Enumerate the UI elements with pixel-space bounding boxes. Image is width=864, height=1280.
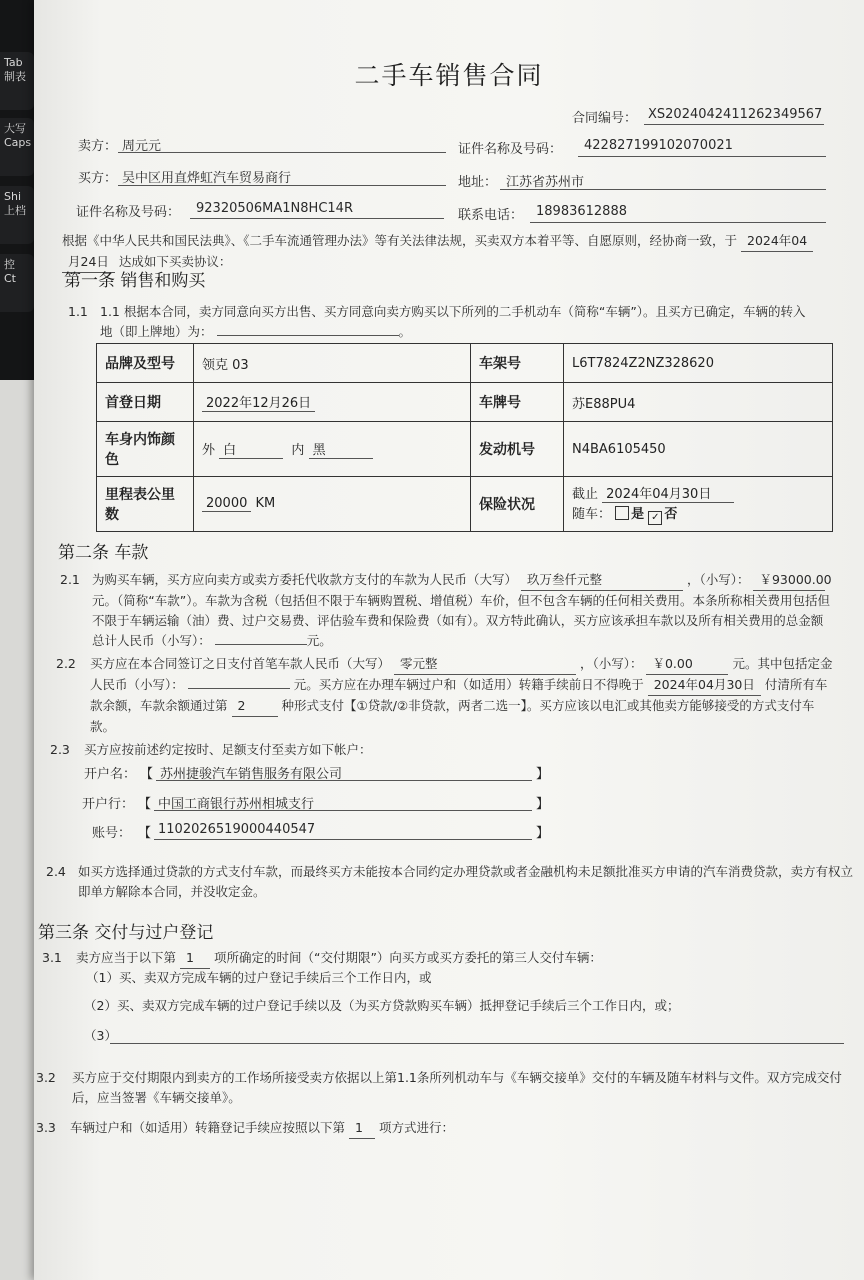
clause-3-2-text: 买方应于交付期限内到卖方的工作场所接受卖方依据以上第1.1条所列机动车与《车辆交接单》交付的车辆及随车材料与文件。双方完成交付后，应当签署《车辆交接单》。 — [72, 1070, 842, 1105]
bracket-close: 】 — [536, 797, 550, 812]
interior-prefix: 内 — [291, 443, 305, 458]
vin-label: 车架号 — [471, 344, 564, 383]
insurance-label: 保险状况 — [471, 477, 564, 532]
reg-date-label: 首登日期 — [97, 383, 194, 422]
bracket-open: 【 — [138, 797, 152, 812]
clause-1-1-end: 。 — [398, 324, 412, 339]
preamble-text2: 达成如下买卖协议： — [118, 254, 232, 269]
delivery-option-3: （3） — [84, 1028, 117, 1043]
table-row — [97, 383, 833, 422]
clause-2-1 — [92, 570, 832, 651]
reg-date-cell — [194, 383, 471, 422]
contract-no-value: XS2024042411262349567 — [648, 107, 823, 122]
transfer-option: 1 — [349, 1118, 375, 1139]
deposit-blank — [188, 688, 290, 689]
insurance-date: 2024年04月30日 — [602, 483, 734, 503]
exterior-prefix: 外 — [202, 443, 216, 458]
balance-deadline: 2024年04月30日 — [648, 675, 761, 696]
clause-2-2-text-b: ，（小写）： — [579, 656, 643, 671]
color-cell — [194, 422, 471, 477]
clause-2-1-text-c: 元。（简称“车款”）。车款为含税（包括但不限于车辆购置税、增值税）车价，但不包含车辆的任何相关费用。本条所称相关费用包括但不限于车辆运输（油）费、过户交易费、评估验车费和保险费（如有）。双方特此确认，买方应该承担车款以及所有相关费用的总金额总计人民币（小写）： — [92, 593, 830, 648]
no-checkbox-checked-icon: ✓ — [648, 511, 662, 525]
plate-value: 苏E88PU4 — [564, 383, 833, 422]
article-2-title: 第二条 车款 — [58, 543, 149, 563]
reg-date-value: 2022年12月26日 — [202, 392, 315, 412]
bank-label: 开户行： — [82, 797, 135, 812]
address-label: 地址： — [458, 175, 498, 190]
engine-label: 发动机号 — [471, 422, 564, 477]
clause-2-3-number: 2.3 — [50, 742, 70, 757]
shift-key: Shi 上档 — [0, 186, 34, 244]
yes-label: 是 — [631, 507, 645, 522]
clause-2-2 — [90, 654, 834, 737]
table-row — [97, 422, 833, 477]
odometer-cell — [194, 477, 471, 532]
clause-2-2-number: 2.2 — [56, 656, 76, 671]
clause-2-4-number: 2.4 — [46, 864, 66, 879]
clause-1-1-number: 1.1 — [68, 304, 88, 319]
clause-2-2-text-c: 元。其中包括定金人民币（小写）： — [90, 656, 833, 692]
clause-1-1-text: 1.1 根据本合同，卖方同意向买方出售、买方同意向卖方购买以下所列的二手机动车（简称“车辆”）。且买方已确定，车辆的转入 — [100, 304, 806, 319]
payment-option: 2 — [232, 696, 278, 717]
exterior-color: 白 — [219, 439, 283, 459]
preamble-date-a: 2024年04 — [741, 231, 813, 252]
insurance-prefix: 截止 — [572, 487, 599, 502]
clause-1-1 — [100, 302, 840, 342]
seller-id-value: 422827199102070021 — [584, 138, 733, 153]
brand-label: 品牌及型号 — [97, 344, 194, 383]
clause-2-3-text: 买方应按前述约定按时、足额支付至卖方如下帐户： — [84, 742, 372, 757]
buyer-label: 买方： — [78, 171, 118, 186]
contract-no-label: 合同编号： — [572, 111, 638, 126]
clause-3-1-text-a: 卖方应当于以下第 — [76, 950, 177, 965]
buyer-value: 吴中区用直烨虹汽车贸易商行 — [122, 171, 292, 186]
clause-3-3-text-a: 车辆过户和（如适用）转籍登记手续应按照以下第 — [70, 1120, 346, 1135]
odometer-label: 里程表公里数 — [97, 477, 194, 532]
insurance-cell — [564, 477, 833, 532]
clause-2-2-text-d: 元。买方应在办理车辆过户和（如适用）转籍手续前日不得晚于 — [293, 677, 644, 692]
clause-3-1-number: 3.1 — [42, 950, 62, 965]
clause-1-1-text2: 地（即上牌地）为： — [100, 324, 213, 339]
total-amount-chinese: 玖万叁仟元整 — [521, 570, 683, 591]
with-car-label: 随车： — [572, 507, 612, 522]
clause-2-2-text-e: 付清所有车款余额，车款余额通过第 — [90, 677, 828, 713]
register-place-blank — [217, 335, 399, 336]
contract-page — [34, 0, 864, 1280]
table-row — [97, 477, 833, 532]
delivery-option-2: （2）买、卖双方完成车辆的过户登记手续以及（为买方贷款购买车辆）抵押登记手续后三个工作日内，或； — [84, 998, 680, 1013]
clause-2-1-text-a: 为购买车辆，买方应向卖方或卖方委托代收款方支付的车款为人民币（大写） — [92, 572, 518, 587]
bracket-close: 】 — [536, 767, 550, 782]
vehicle-table — [96, 343, 833, 532]
account-name-value: 苏州捷骏汽车销售服务有限公司 — [160, 767, 343, 782]
seller-value: 周元元 — [122, 139, 162, 154]
bracket-open: 【 — [140, 767, 154, 782]
ctrl-key: 控 Ct — [0, 254, 34, 312]
total-fees-blank — [215, 644, 307, 645]
tab-key: Tab 制表 — [0, 52, 34, 110]
yes-checkbox — [615, 506, 629, 520]
clause-2-1-text-b: ，（小写）： — [686, 572, 750, 587]
clause-3-3-text-b: 项方式进行： — [378, 1120, 454, 1135]
phone-value: 18983612888 — [536, 204, 627, 219]
engine-value: N4BA6105450 — [564, 422, 833, 477]
bank-value: 中国工商银行苏州相城支行 — [158, 797, 315, 812]
seller-label: 卖方： — [78, 139, 118, 154]
delivery-option-1: （1）买、卖双方完成车辆的过户登记手续后三个工作日内，或 — [86, 970, 432, 985]
preamble-date-b: 月24日 — [62, 252, 115, 273]
interior-color: 黑 — [309, 439, 373, 459]
clause-2-2-text-a: 买方应在本合同签订之日支付首笔车款人民币（大写） — [90, 656, 391, 671]
preamble-text: 根据《中华人民共和国民法典》、《二手车流通管理办法》等有关法律法规，买卖双方本着平等、自愿原则，经协商一致，于 — [62, 233, 738, 248]
account-name-label: 开户名： — [84, 767, 137, 782]
bracket-close: 】 — [536, 826, 550, 841]
bracket-open: 【 — [138, 826, 152, 841]
color-label: 车身内饰颜色 — [97, 422, 194, 477]
clause-2-1-number: 2.1 — [60, 572, 80, 587]
clause-3-1-text-b: 项所确定的时间（“交付期限”）向买方或买方委托的第三人交付车辆： — [213, 950, 602, 965]
clause-3-1 — [76, 948, 856, 969]
address-value: 江苏省苏州市 — [506, 175, 585, 190]
clause-3-3 — [70, 1118, 850, 1139]
clause-2-1-text-d: 元。 — [306, 633, 332, 648]
brand-value: 领克 03 — [194, 344, 471, 383]
clause-2-2-text-f: 种形式支付【①贷款/②非贷款，两者二选一】。买方应该以电汇或其他卖方能够接受的方式支付车款。 — [90, 698, 815, 734]
phone-label: 联系电话： — [458, 208, 524, 223]
delivery-option: 1 — [180, 948, 210, 969]
article-3-title: 第三条 交付与过户登记 — [38, 923, 214, 943]
buyer-id-label: 证件名称及号码： — [76, 205, 181, 220]
article-1-title: 第一条 销售和购买 — [64, 271, 206, 291]
clause-3-2-number: 3.2 — [36, 1070, 56, 1085]
total-amount: ￥93000.00 — [753, 570, 825, 591]
plate-label: 车牌号 — [471, 383, 564, 422]
clause-2-4-text: 如买方选择通过贷款的方式支付车款，而最终买方未能按本合同约定办理贷款或者金融机构未足额批准买方申请的汽车消费贷款，卖方有权立即单方解除本合同，并没收定金。 — [78, 864, 854, 899]
no-label: 否 — [664, 507, 678, 522]
odometer-unit: KM — [255, 496, 276, 511]
account-value: 1102026519000440547 — [158, 822, 316, 837]
account-label: 账号： — [92, 826, 132, 841]
first-payment-chinese: 零元整 — [394, 654, 576, 675]
table-row — [97, 344, 833, 383]
buyer-id-value: 92320506MA1N8HC14R — [196, 201, 353, 216]
contract-title: 二手车销售合同 — [354, 61, 544, 90]
caps-key: 大写 Caps — [0, 118, 34, 176]
odometer-value: 20000 — [202, 496, 251, 512]
seller-id-label: 证件名称及号码： — [458, 142, 563, 157]
vin-value: L6T7824Z2NZ328620 — [564, 344, 833, 383]
clause-3-3-number: 3.3 — [36, 1120, 56, 1135]
first-payment: ￥0.00 — [646, 654, 728, 675]
